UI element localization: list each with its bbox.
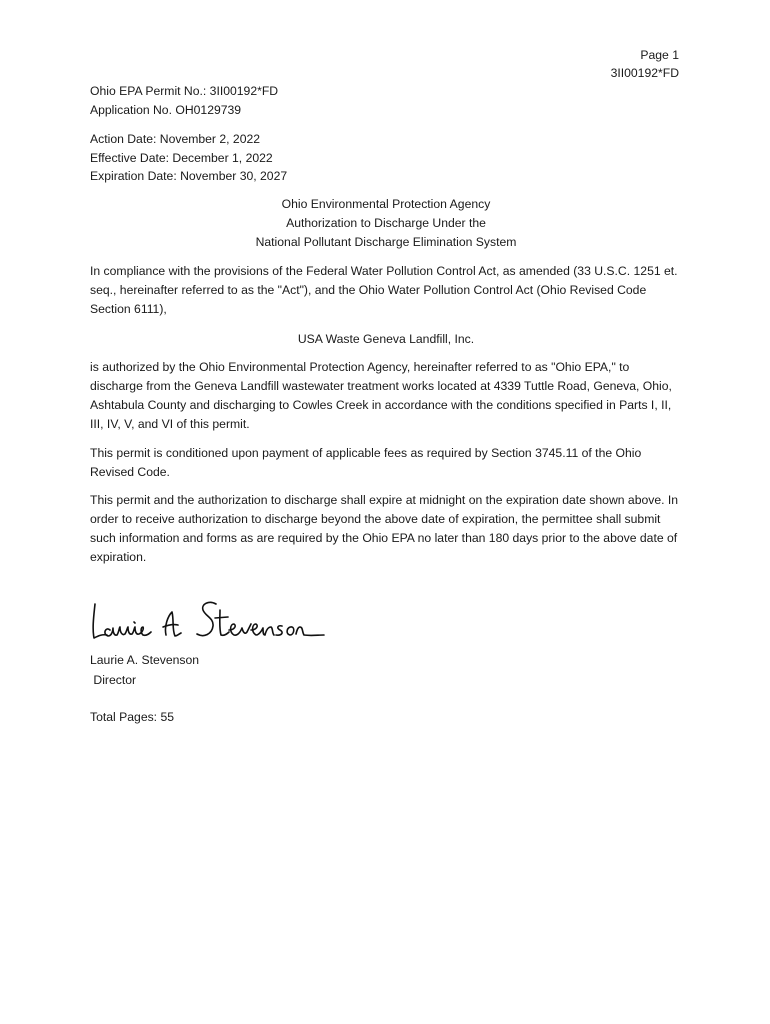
page-header	[611, 46, 679, 82]
page-number: Page 1	[640, 48, 679, 62]
expiration-paragraph: This permit and the authorization to discharge shall expire at midnight on the expiration date shown above. In order to receive authorization to discharge beyond the above date of expiration, the permittee shall submit such information and forms as are required by the Ohio EPA no later than 180 days prior to the above date of expiration.	[90, 493, 679, 564]
effective-date: Effective Date: December 1, 2022	[90, 150, 273, 165]
compliance-paragraph: In compliance with the provisions of the Federal Water Pollution Control Act, as amended (33 U.S.C. 1251 et. seq., hereinafter referred to as the "Act"), and the Ohio Water Pollution Control Act (Ohio Revised Code Section 6111),	[90, 264, 678, 316]
handwritten-signature	[86, 594, 326, 654]
signature	[86, 594, 326, 654]
permit-info	[90, 82, 682, 119]
permit-dates	[90, 130, 682, 186]
agency-name: Ohio Environmental Protection Agency	[281, 197, 491, 211]
authorization-title: Authorization to Discharge Under the	[286, 216, 486, 230]
fees-paragraph: This permit is conditioned upon payment of applicable fees as required by Section 3745.11 of the Ohio Revised Code.	[90, 446, 642, 479]
application-number: Application No. OH0129739	[90, 102, 242, 117]
permit-reference: 3II00192*FD	[610, 66, 679, 80]
signer-title: Director	[90, 672, 137, 687]
agency-title	[90, 195, 682, 252]
total-pages: Total Pages: 55	[90, 710, 175, 724]
permit-number: Ohio EPA Permit No.: 3II00192*FD	[90, 84, 279, 98]
authorization-paragraph: is authorized by the Ohio Environmental Protection Agency, hereinafter referred to as "Ohio EPA," to discharge from the Geneva Landfill wastewater treatment works located at 4339 Tuttle Road, Geneva, Ohio, Ashtabula County and discharging to Cowles Creek in accordance with the conditions specified in Parts I, II, III, IV, V, and VI of this permit.	[90, 360, 672, 431]
expiration-date: Expiration Date: November 30, 2027	[90, 169, 288, 183]
signer-name: Laurie A. Stevenson	[90, 653, 200, 667]
permittee-name: USA Waste Geneva Landfill, Inc.	[297, 332, 475, 346]
signer-block	[90, 651, 199, 690]
action-date: Action Date: November 2, 2022	[90, 132, 261, 146]
npdes-title: National Pollutant Discharge Elimination System	[255, 235, 517, 249]
